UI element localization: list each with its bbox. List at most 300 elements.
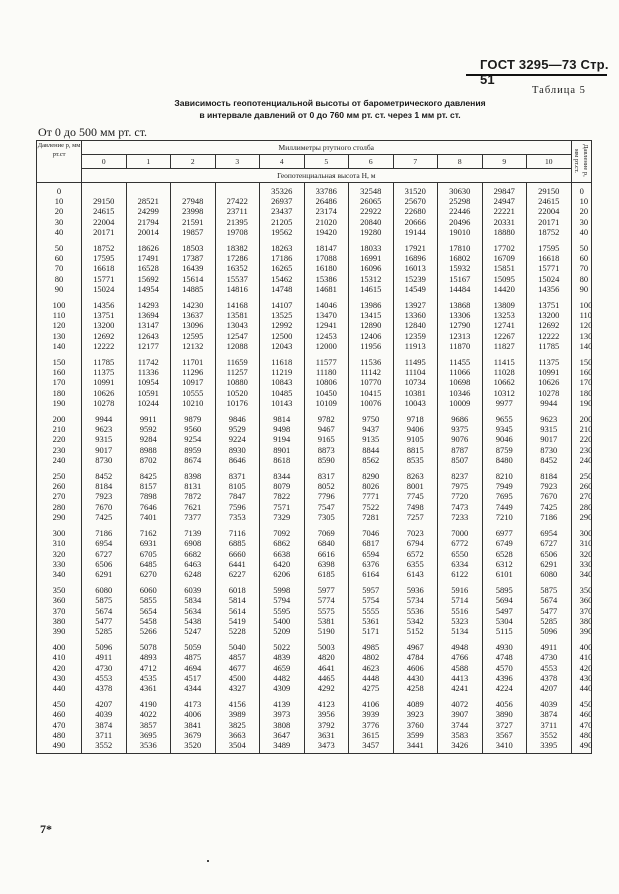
height-cell: 8562 [349,455,394,468]
height-cell: 7796 [304,491,349,501]
height-cell: 24299 [126,206,171,216]
height-cell: 6727 [527,538,572,548]
pressure-header-right-text: Давление p, мм рт.ст. [573,144,590,177]
height-cell: 4802 [349,652,394,662]
height-cell: 12132 [171,341,216,354]
height-cell: 7975 [438,481,483,491]
height-cell: 4361 [126,683,171,696]
height-cell: 10954 [126,377,171,387]
height-cell: 11659 [215,354,260,367]
height-cell: 22004 [82,217,127,227]
height-cell: 3939 [349,709,394,719]
height-cell: 28521 [126,196,171,206]
row-group [37,411,592,468]
height-cell: 7923 [527,481,572,491]
column-header: 6 [349,155,394,169]
height-cell: 4893 [126,652,171,662]
height-cell: 3536 [126,740,171,754]
height-cell: 17491 [126,253,171,263]
height-cell: 10244 [126,398,171,411]
height-cell: 13751 [527,297,572,310]
height-cell: 5575 [304,606,349,616]
height-cell: 8237 [438,468,483,481]
pressure-header-left-text: Давление p, мм рт.ст [37,142,81,158]
height-cell: 5875 [82,595,127,605]
height-cell: 12313 [438,331,483,341]
height-cell: 6977 [482,525,527,538]
height-cell: 8702 [126,455,171,468]
height-cell: 19420 [304,227,349,240]
height-cell: 4500 [215,673,260,683]
height-cell: 4911 [527,639,572,652]
height-cell: 5361 [349,616,394,626]
height-cell: 8398 [171,468,216,481]
height-cell: 4911 [82,652,127,662]
height-cell: 3567 [482,730,527,740]
height-cell: 15932 [438,263,483,273]
pressure-cell: 130 [37,331,82,341]
table-row [37,284,592,297]
height-cell: 26065 [349,196,394,206]
row-group [37,525,592,582]
height-cell: 4659 [260,663,305,673]
height-cell: 7571 [260,502,305,512]
height-cell [215,183,260,197]
column-header: 10 [527,155,572,169]
page-header [0,57,619,87]
height-cell: 7425 [527,502,572,512]
height-cell: 19708 [215,227,260,240]
table-row [37,696,592,709]
height-cell: 5875 [527,582,572,595]
height-cell: 8618 [260,455,305,468]
height-cell: 4241 [438,683,483,696]
height-cell: 3410 [482,740,527,754]
height-cell: 3874 [527,709,572,719]
height-cell: 5774 [304,595,349,605]
height-cell: 4985 [349,639,394,652]
height-cell: 7695 [482,491,527,501]
height-cell: 9498 [260,424,305,434]
height-cell: 15771 [82,274,127,284]
height-cell: 12222 [82,341,127,354]
height-cell: 4588 [438,663,483,673]
height-cell: 9782 [304,411,349,424]
height-cell: 7069 [304,525,349,538]
height-cell: 5400 [260,616,305,626]
column-header: 0 [82,155,127,169]
height-cell: 11104 [393,367,438,377]
height-cell: 27422 [215,196,260,206]
pressure-cell-right: 280 [571,502,591,512]
height-cell: 10278 [527,388,572,398]
table-row [37,616,592,626]
height-cell: 7670 [527,491,572,501]
height-cell: 3647 [260,730,305,740]
pressure-cell: 190 [37,398,82,411]
pressure-cell-right: 230 [571,445,591,455]
height-cell: 5190 [304,626,349,639]
height-cell: 7305 [304,512,349,525]
pressure-cell: 60 [37,253,82,263]
height-cell: 5438 [171,616,216,626]
row-group [37,582,592,639]
pressure-cell-right: 270 [571,491,591,501]
height-cell: 4748 [482,652,527,662]
row-group [37,240,592,297]
height-cell: 6018 [215,582,260,595]
height-cell: 4694 [171,663,216,673]
height-cell: 23437 [260,206,305,216]
height-cell: 9750 [349,411,394,424]
height-cell: 5754 [349,595,394,605]
height-cell: 12890 [349,320,394,330]
height-cell: 13986 [349,297,394,310]
height-cell: 4258 [393,683,438,696]
table-row [37,549,592,559]
height-cell: 10991 [82,377,127,387]
height-cell: 5977 [304,582,349,595]
height-cell: 14356 [527,284,572,297]
height-cell: 8873 [304,445,349,455]
height-cell: 10312 [482,388,527,398]
pressure-cell-right: 140 [571,341,591,354]
height-cell: 11180 [304,367,349,377]
height-cell: 11701 [171,354,216,367]
height-cell: 6506 [82,559,127,569]
height-cell: 9406 [393,424,438,434]
height-cell: 17921 [393,240,438,253]
height-cell: 5814 [215,595,260,605]
height-cell: 14615 [349,284,394,297]
table-row [37,206,592,216]
height-cell: 6485 [126,559,171,569]
height-cell: 5734 [393,595,438,605]
height-cell: 7233 [438,512,483,525]
height-cell: 6355 [393,559,438,569]
height-cell: 10843 [260,377,305,387]
height-cell: 12000 [304,341,349,354]
height-cell: 6122 [438,569,483,582]
height-cell: 5078 [126,639,171,652]
height-cell: 17702 [482,240,527,253]
height-cell: 6291 [82,569,127,582]
table-row [37,297,592,310]
height-cell: 5595 [260,606,305,616]
height-cell: 6638 [260,549,305,559]
column-header: 8 [438,155,483,169]
height-cell: 8371 [215,468,260,481]
height-cell: 7847 [215,491,260,501]
height-cell: 16618 [82,263,127,273]
height-cell: 9224 [215,434,260,444]
pressure-cell: 460 [37,709,82,719]
height-cell: 4309 [260,683,305,696]
height-cell: 3679 [171,730,216,740]
height-cell: 9165 [304,434,349,444]
pressure-cell: 100 [37,297,82,310]
pressure-cell-right: 200 [571,411,591,424]
height-cell: 4517 [171,673,216,683]
height-cell: 6794 [393,538,438,548]
height-cell: 4006 [171,709,216,719]
pressure-cell-right: 190 [571,398,591,411]
table-row [37,606,592,616]
height-cell: 4275 [349,683,394,696]
height-cell: 6270 [126,569,171,582]
table-row [37,377,592,387]
height-cell: 7646 [126,502,171,512]
height-cell: 11536 [349,354,394,367]
column-header: 3 [215,155,260,169]
pressure-cell: 230 [37,445,82,455]
height-cell: 5714 [438,595,483,605]
height-cell: 8507 [438,455,483,468]
height-cell: 8131 [171,481,216,491]
height-cell: 4022 [126,709,171,719]
height-cell: 11336 [126,367,171,377]
height-cell: 12500 [260,331,305,341]
height-cell: 12992 [260,320,305,330]
table-row [37,512,592,525]
height-cell: 8452 [527,455,572,468]
height-cell: 16528 [126,263,171,273]
height-cell: 11028 [482,367,527,377]
height-cell: 8079 [260,481,305,491]
pressure-cell: 270 [37,491,82,501]
table-row [37,434,592,444]
height-cell: 3744 [438,720,483,730]
pressure-header-right [571,141,591,183]
height-cell: 10770 [349,377,394,387]
height-cell: 9194 [260,434,305,444]
pressure-cell-right: 330 [571,559,591,569]
table-row [37,320,592,330]
height-cell: 12177 [126,341,171,354]
height-cell: 24615 [82,206,127,216]
table-row [37,525,592,538]
height-cell: 5834 [171,595,216,605]
height-cell: 23998 [171,206,216,216]
height-cell: 3792 [304,720,349,730]
height-cell: 3907 [438,709,483,719]
height-cell: 10520 [215,388,260,398]
row-group [37,696,592,754]
height-cell: 5654 [126,606,171,616]
pressure-cell: 80 [37,274,82,284]
height-cell: 3923 [393,709,438,719]
height-cell: 9105 [393,434,438,444]
height-cell: 12692 [527,320,572,330]
height-cell: 4730 [82,663,127,673]
table-row [37,491,592,501]
height-cell: 11785 [82,354,127,367]
height-cell: 6080 [82,582,127,595]
height-cell: 4820 [304,652,349,662]
height-cell: 4292 [304,683,349,696]
height-cell: 3395 [527,740,572,754]
pressure-cell-right: 110 [571,310,591,320]
height-cell: 20014 [126,227,171,240]
height-cell: 12840 [393,320,438,330]
table-row [37,227,592,240]
pressure-cell-right: 130 [571,331,591,341]
title-line-2: в интервале давлений от 0 до 760 мм рт. ст. через 1 мм рт. ст. [199,110,461,120]
height-cell: 18033 [349,240,394,253]
height-cell: 16991 [349,253,394,263]
height-cell: 4948 [438,639,483,652]
height-cell: 6727 [82,549,127,559]
height-cell: 5477 [527,606,572,616]
height-cell: 20331 [482,217,527,227]
height-cell: 29150 [527,183,572,197]
pressure-cell-right: 430 [571,673,591,683]
pressure-cell: 220 [37,434,82,444]
height-cell: 6420 [260,559,305,569]
height-cell: 12222 [527,331,572,341]
row-group [37,468,592,525]
height-cell: 7822 [260,491,305,501]
pressure-cell: 440 [37,683,82,696]
height-cell: 5096 [82,639,127,652]
height-cell: 6840 [304,538,349,548]
height-cell: 11495 [393,354,438,367]
height-cell: 13809 [482,297,527,310]
height-cell: 10346 [438,388,483,398]
pressure-cell-right: 450 [571,696,591,709]
pressure-cell: 490 [37,740,82,754]
pressure-cell-right: 90 [571,284,591,297]
pressure-cell-right: 440 [571,683,591,696]
pressure-cell-right: 20 [571,206,591,216]
height-cell: 17088 [304,253,349,263]
height-cell: 8452 [82,468,127,481]
height-cell: 8674 [171,455,216,468]
height-cell: 9814 [260,411,305,424]
height-cell: 6749 [482,538,527,548]
height-cell: 7329 [260,512,305,525]
height-cell: 15024 [527,274,572,284]
title-line-1: Зависимость геопотенциальной высоты от барометрического давления [174,98,486,108]
height-cell: 9017 [527,434,572,444]
height-cell: 13581 [215,310,260,320]
range-caption: От 0 до 500 мм рт. ст. [38,125,148,139]
height-cell: 5059 [171,639,216,652]
table-row [37,740,592,754]
height-cell: 14046 [304,297,349,310]
height-cell: 4106 [349,696,394,709]
height-cell: 6705 [126,549,171,559]
height-cell: 4173 [171,696,216,709]
height-cell: 3874 [82,720,127,730]
height-cell: 5285 [527,616,572,626]
height-cell: 8988 [126,445,171,455]
height-cell: 8730 [527,445,572,455]
pressure-cell-right: 380 [571,616,591,626]
height-cell: 8317 [304,468,349,481]
pressure-cell: 210 [37,424,82,434]
table-row [37,253,592,263]
height-cell: 5247 [171,626,216,639]
height-cell: 16352 [215,263,260,273]
pressure-cell: 420 [37,663,82,673]
height-cell: 16096 [349,263,394,273]
table-row [37,331,592,341]
table-row [37,639,592,652]
height-cell: 5342 [393,616,438,626]
column-header: 1 [126,155,171,169]
height-cell: 6550 [438,549,483,559]
height-cell: 9345 [482,424,527,434]
pressure-cell-right: 260 [571,481,591,491]
height-cell: 21794 [126,217,171,227]
height-cell: 11913 [393,341,438,354]
height-cell: 5694 [482,595,527,605]
pressure-cell: 370 [37,606,82,616]
height-cell: 13200 [82,320,127,330]
pressure-cell: 250 [37,468,82,481]
height-cell: 6206 [260,569,305,582]
height-cell: 11455 [438,354,483,367]
height-cell: 6463 [171,559,216,569]
height-cell: 13927 [393,297,438,310]
height-cell: 19144 [393,227,438,240]
pressure-cell-right: 420 [571,663,591,673]
height-cell: 4839 [260,652,305,662]
pressure-cell: 170 [37,377,82,387]
height-cell: 25298 [438,196,483,206]
height-cell: 14816 [215,284,260,297]
standard-number: ГОСТ 3295—73 Стр. 51 [480,57,609,87]
height-cell: 22680 [393,206,438,216]
height-cell: 13360 [393,310,438,320]
pressure-cell-right: 470 [571,720,591,730]
pressure-cell: 90 [37,284,82,297]
table-row [37,709,592,719]
pressure-cell: 470 [37,720,82,730]
pressure-cell-right: 370 [571,606,591,616]
pressure-cell: 30 [37,217,82,227]
table-row [37,196,592,206]
height-cell: 8535 [393,455,438,468]
height-cell: 9718 [393,411,438,424]
pressure-cell: 400 [37,639,82,652]
table-row [37,445,592,455]
pressure-cell-right: 180 [571,388,591,398]
height-cell: 4156 [215,696,260,709]
height-cell: 5634 [171,606,216,616]
height-cell: 12453 [304,331,349,341]
table-row [37,730,592,740]
height-cell: 3727 [482,720,527,730]
height-cell: 9076 [438,434,483,444]
height-cell: 10009 [438,398,483,411]
height-cell: 6682 [171,549,216,559]
column-header: 4 [260,155,305,169]
height-cell: 15537 [215,274,260,284]
height-cell: 7353 [215,512,260,525]
pressure-cell-right: 50 [571,240,591,253]
height-cell: 26486 [304,196,349,206]
table-row [37,538,592,548]
height-cell: 10626 [527,377,572,387]
row-group [37,639,592,696]
height-cell: 7257 [393,512,438,525]
height-cell: 14168 [215,297,260,310]
height-cell: 16709 [482,253,527,263]
height-cell: 6164 [349,569,394,582]
height-cell: 10176 [215,398,260,411]
